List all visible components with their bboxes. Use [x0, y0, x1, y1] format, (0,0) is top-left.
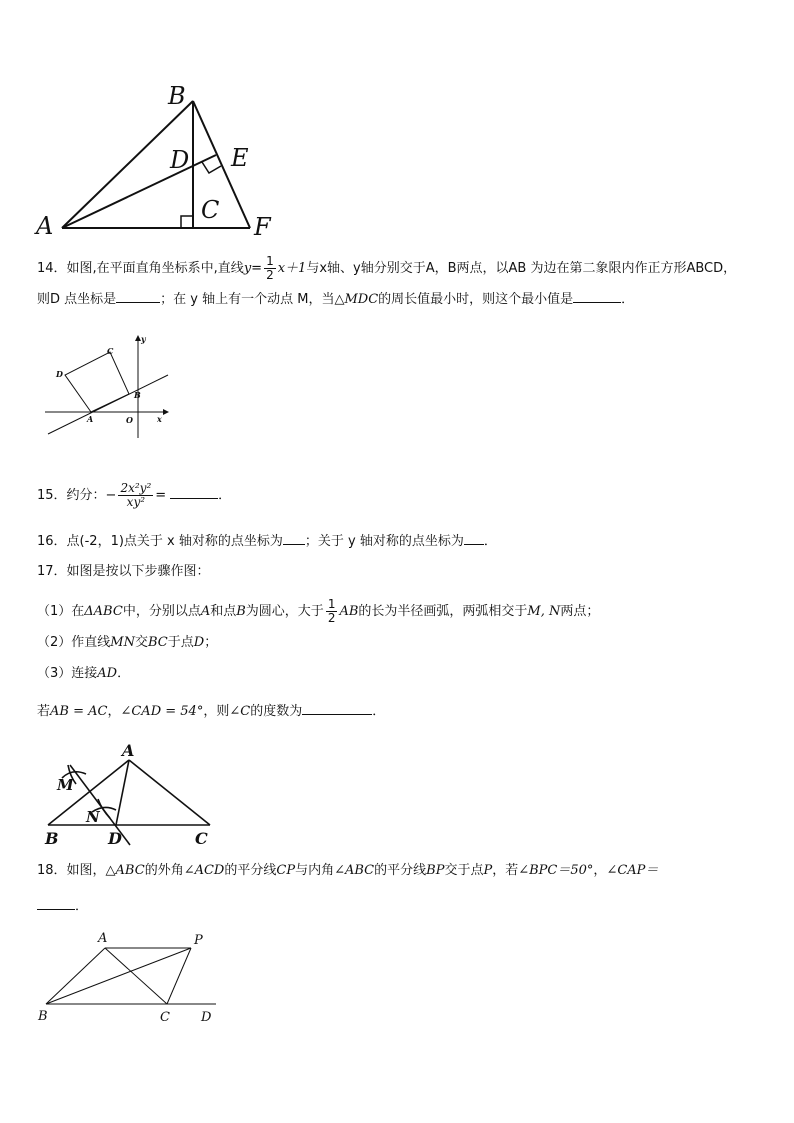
label-n: N — [86, 808, 100, 826]
figure-perpendicular-bisector — [40, 738, 220, 850]
q15-answer-blank[interactable] — [170, 486, 218, 499]
q17-q-cond1: AB = AC — [50, 704, 108, 719]
figure-coordinate-square — [40, 330, 180, 445]
q18-acd: ∠ACD — [183, 863, 225, 878]
q15-minus: − — [105, 488, 117, 503]
q18-c: 的平分线 — [224, 863, 277, 878]
q17-frac-num: 1 — [327, 597, 336, 611]
q17-s2-mn: MN — [110, 635, 135, 650]
q15-prefix: 15．约分： — [37, 488, 106, 503]
q17-s3-a: （3）连接 — [37, 666, 98, 681]
square-abcd — [65, 352, 129, 412]
q17-q-c: ，则 — [203, 704, 230, 719]
label-m: M — [57, 776, 74, 794]
q18-p: P — [483, 863, 493, 878]
q15-frac-den: xy² — [126, 495, 146, 509]
q17-q-cond2: ∠CAD = 54° — [120, 704, 204, 719]
q17-s1-pointB: B — [236, 604, 246, 619]
q14-tri: △ — [334, 292, 345, 307]
segment-ab — [46, 948, 105, 1004]
segment-ac — [129, 760, 210, 825]
q14-fraction — [264, 255, 276, 282]
q18-d: 与内角 — [295, 863, 335, 878]
label-c: C — [201, 196, 220, 224]
label-d: D — [201, 1010, 212, 1025]
q16-end: ． — [483, 534, 497, 549]
q17-s1-b: 中，分别以点 — [122, 604, 201, 619]
label-a: A — [36, 212, 54, 238]
q18-f: 交于点 — [444, 863, 484, 878]
label-x: x — [157, 414, 162, 424]
right-angle-e — [202, 162, 221, 173]
q14-text-m: ；在 y 轴上有一个动点 M，当 — [160, 292, 335, 307]
q18-e: 的平分线 — [374, 863, 427, 878]
q16-line — [37, 532, 497, 551]
q14-text-tail: 与x轴、y轴分别交于A，B两点，以AB 为边在第二象限内作正方形ABCD， — [306, 261, 737, 276]
label-a: A — [122, 741, 135, 760]
label-b: B — [38, 1009, 48, 1024]
q18-b: 的外角 — [144, 863, 184, 878]
q15-fraction — [118, 482, 153, 509]
label-o: O — [126, 415, 133, 425]
q17-q-angle-c: ∠C — [229, 704, 251, 719]
q17-s2-b: 交 — [134, 635, 148, 650]
q17-s1-d: 为圆心，大于 — [245, 604, 324, 619]
q17-q-a: 若 — [37, 704, 51, 719]
label-a: A — [98, 931, 108, 946]
q18-line2 — [37, 897, 88, 916]
q18-end: ． — [75, 899, 89, 914]
q17-step2 — [37, 634, 217, 652]
q17-answer-blank[interactable] — [302, 702, 372, 715]
q17-q-end: ． — [372, 704, 386, 719]
segment-ac — [105, 948, 167, 1004]
figure-triangle-abf — [30, 78, 290, 238]
q14-answer-blank-1[interactable] — [116, 290, 160, 303]
label-c: C — [160, 1010, 170, 1025]
q16-text-a: 16．点(-2，1)点关于 x 轴对称的点坐标为 — [37, 534, 283, 549]
label-b: B — [134, 390, 141, 400]
q15-frac-num: 2x²y² — [120, 481, 152, 495]
label-a: A — [87, 414, 94, 424]
q17-s2-end: ； — [204, 635, 218, 650]
q18-abc: △ABC — [105, 863, 145, 878]
q17-frac-den: 2 — [327, 611, 336, 625]
q16-answer-blank-2[interactable] — [464, 532, 484, 545]
q18-g: ，若 — [492, 863, 519, 878]
q15-eq: = — [155, 488, 167, 503]
q18-cap: ∠CAP＝ — [606, 863, 659, 878]
label-b: B — [168, 82, 186, 110]
q17-s2-c: 于点 — [167, 635, 194, 650]
q17-step1 — [37, 598, 599, 625]
q18-h: ， — [593, 863, 607, 878]
q17-question — [37, 702, 385, 721]
q14-eq-y: y — [243, 261, 252, 276]
label-y: y — [141, 334, 146, 344]
label-b: B — [45, 829, 59, 848]
q17-s1-c: 和点 — [210, 604, 237, 619]
q17-s1-abc: ΔABC — [84, 604, 123, 619]
q18-answer-blank[interactable] — [37, 897, 75, 910]
q17-s3-ad: AD — [97, 666, 118, 681]
q15-line — [37, 482, 231, 509]
q17-s1-mn: M, N — [527, 604, 561, 619]
segment-bp — [46, 948, 191, 1004]
q16-answer-blank-1[interactable] — [283, 532, 305, 545]
q17-step3 — [37, 665, 130, 683]
q14-eq-eq: = — [251, 261, 263, 276]
q17-q-b: ， — [107, 704, 121, 719]
q14-text-d: 则D 点坐标是 — [37, 292, 117, 307]
q17-s1-a: （1）在 — [37, 604, 85, 619]
q18-a: 18．如图， — [37, 863, 106, 878]
label-c: C — [107, 346, 114, 356]
q17-q-d: 的度数为 — [250, 704, 303, 719]
figure-angle-bisectors — [34, 928, 224, 1028]
label-d: D — [108, 829, 122, 848]
q18-line — [37, 862, 658, 880]
q14-eq-rest: x＋1 — [277, 261, 307, 276]
q14-frac-den: 2 — [266, 268, 274, 282]
label-p: P — [194, 933, 203, 948]
q17-fraction — [326, 598, 338, 625]
q14-answer-blank-2[interactable] — [573, 290, 621, 303]
q15-end: ． — [218, 488, 232, 503]
right-angle-c — [181, 216, 193, 228]
q17-s1-ab: AB — [339, 604, 359, 619]
label-f: F — [254, 213, 271, 238]
q14-text-a: 14．如图,在平面直角坐标系中,直线 — [37, 261, 244, 276]
q14-line2 — [37, 290, 634, 309]
q14-mdc: MDC — [344, 292, 379, 307]
q17-s2-bc: BC — [147, 635, 168, 650]
label-e: E — [231, 144, 249, 172]
label-d: D — [56, 369, 63, 379]
q14-end: ． — [621, 292, 635, 307]
q17-s3-end: ． — [117, 666, 131, 681]
q17-s1-e: 的长为半径画弧，两弧相交于 — [358, 604, 528, 619]
q18-abc2: ∠ABC — [334, 863, 375, 878]
q18-bpc: ∠BPC＝50° — [518, 863, 594, 878]
q16-text-b: ；关于 y 轴对称的点坐标为 — [304, 534, 464, 549]
q17-s1-pointA: A — [200, 604, 211, 619]
label-c: C — [195, 829, 208, 848]
q17-s2-d-point: D — [193, 635, 205, 650]
q17-s1-f: 两点； — [560, 604, 600, 619]
q17-s2-a: （2）作直线 — [37, 635, 111, 650]
q18-bp: BP — [426, 863, 445, 878]
q18-cp: CP — [276, 863, 296, 878]
q14-line1 — [37, 255, 736, 282]
q17-title: 17．如图是按以下步骤作图： — [37, 564, 210, 579]
q14-text-min: 的周长值最小时，则这个最小值是 — [378, 292, 574, 307]
label-d: D — [170, 146, 190, 174]
q14-frac-num: 1 — [266, 254, 274, 268]
